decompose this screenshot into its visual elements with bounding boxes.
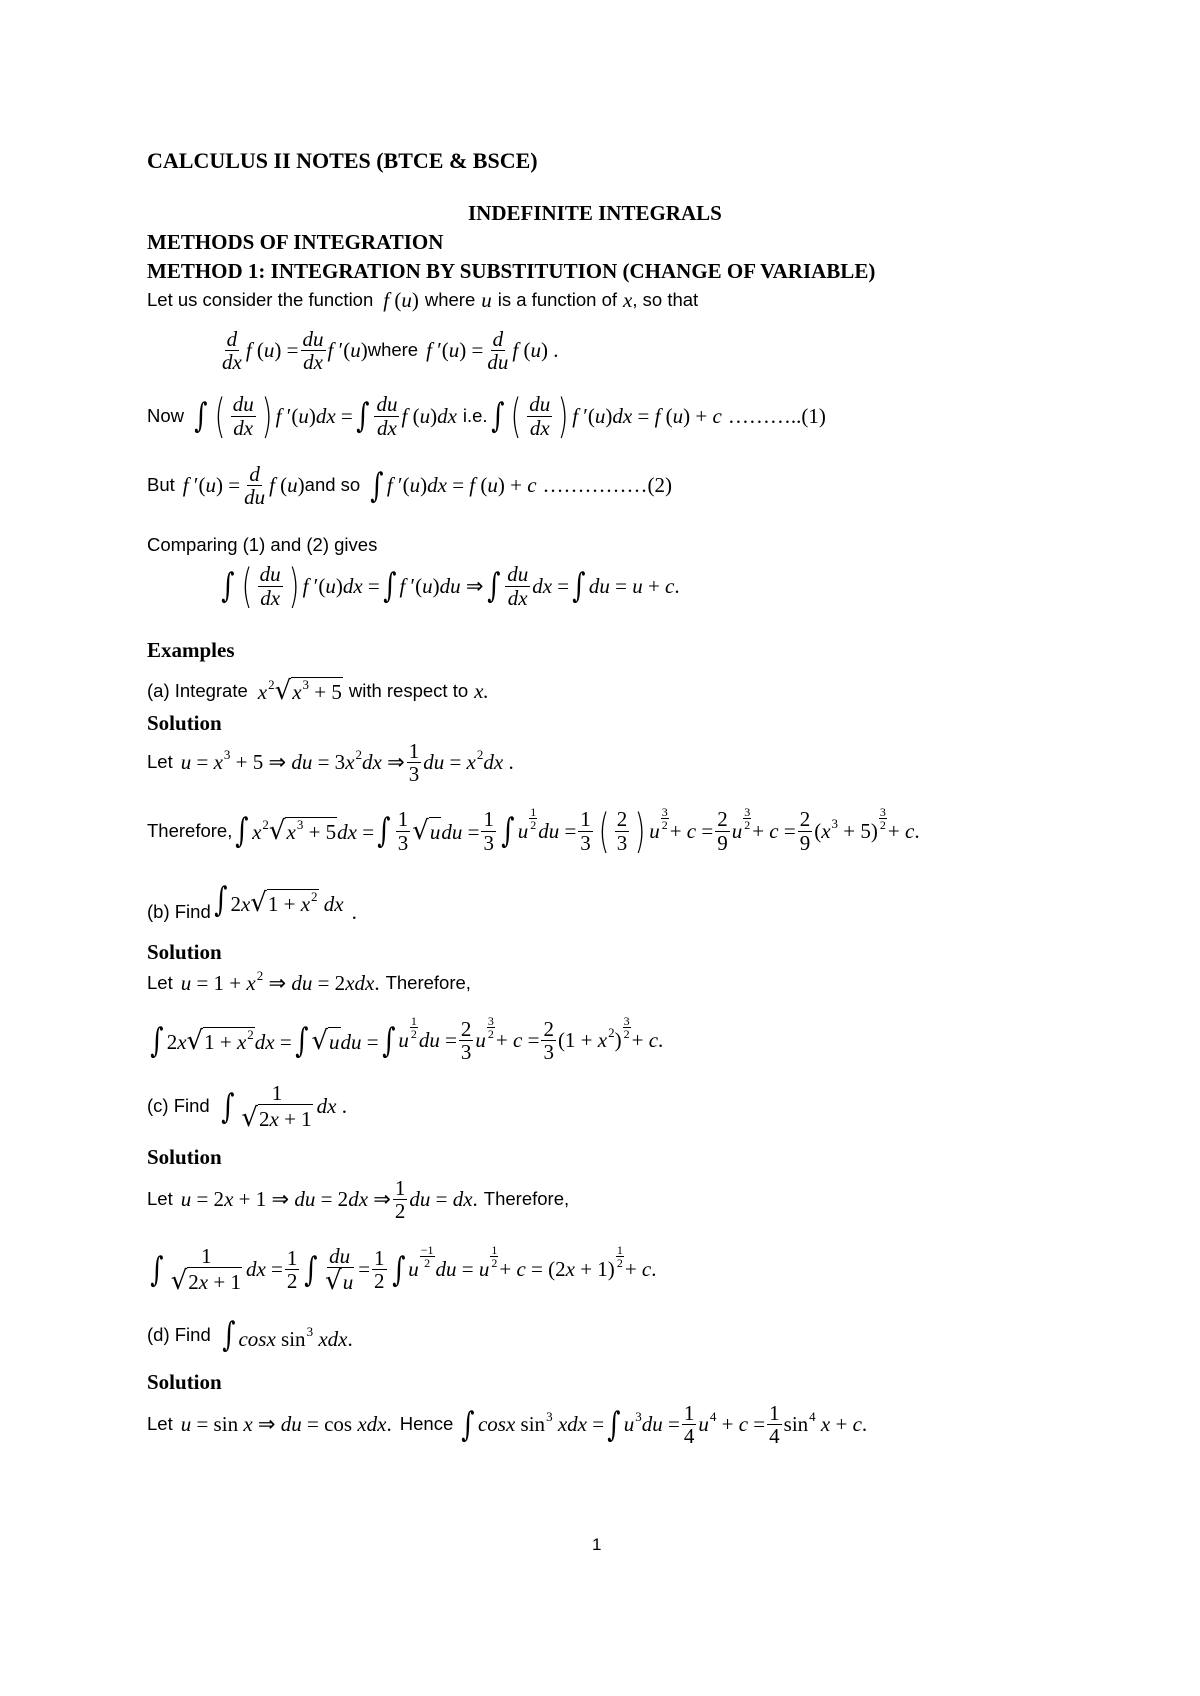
document-title: CALCULUS II NOTES (BTCE & BSCE) <box>147 148 538 173</box>
solution-a-therefore: Therefore, ∫ $x^2√x^3 + 5dx$ = ∫ $\frac{1}{3}$ √udu = $\frac{1}{3}$ ∫ u 1 2 du = $\frac{1}{3}$ ( $\frac{2}{3}$ ) u 3 2 + c = $\frac{2}{9}$ u 3 2 + c = $\frac{2}{9}$ $(x^3 + 5)$ 3 2 + c. <box>147 804 920 858</box>
intro-line: Let us consider the function f (u) where u is a function of x , so that <box>147 288 699 312</box>
solution-c-let: Let u = 2x + 1 ⇒ du = 2dx ⇒ $\frac{1}{2}$ du = dx. Therefore, <box>147 1176 570 1224</box>
heading-method-1: METHOD 1: INTEGRATION BY SUBSTITUTION (CHANGE OF VARIABLE) <box>147 259 876 283</box>
solution-b-heading: Solution <box>147 940 222 964</box>
page-number: 1 <box>592 1535 602 1554</box>
example-a: (a) Integrate $x^2√x^3 + 5$ with respect to x. <box>147 676 489 706</box>
solution-a-heading: Solution <box>147 711 222 735</box>
solution-b-equation: ∫ $2x√1 + x^2dx$ = ∫ √udu = ∫ u 1 2 du = $\frac{2}{3}$ u 3 2 + c = $\frac{2}{3}$ $(1 + x^2)$ 3 2 + c. <box>150 1014 664 1065</box>
heading-methods: METHODS OF INTEGRATION <box>147 230 444 254</box>
comparing-text: Comparing (1) and (2) gives <box>147 534 378 555</box>
example-d: (d) Find ∫ cosx $\sin^3$ xdx. <box>147 1315 353 1355</box>
equation-but: But f ′(u) = $\frac{d}{du}$ f (u) and so ∫ f ′(u)dx = f (u) + c ……………(2) <box>147 462 673 510</box>
solution-d-equation: Let u = sin x ⇒ du = cos xdx. Hence ∫ cosx $\sin^3$ xdx = ∫ $u^3du$ = $\frac{1}{4}$ $u^4 + c$ = $\frac{1}{4}$ $\sin^4 x + c$. <box>147 1401 868 1449</box>
solution-a-let: Let $u = x^3 + 5$ ⇒ du = $3x^2dx$ ⇒ $\frac{1}{3}$ du = $x^2dx$ . <box>147 739 514 787</box>
equation-now: Now ∫ ( $\frac{du}{dx}$ ) f ′(u)dx = ∫ $\frac{du}{dx}$ f (u)dx i.e. ∫ ( $\frac{du}{dx}$ ) f ′(u)dx = f (u) + c ………..(1) <box>147 389 826 443</box>
equation-comparing: ∫ ( $\frac{du}{dx}$ ) f ′(u)dx = ∫ f ′(u)du ⇒ ∫ $\frac{du}{dx}$ dx = ∫ du = u + c. <box>221 559 680 613</box>
solution-b-let: Let $u = 1 + x^2$ ⇒ du = 2xdx. Therefore, <box>147 968 471 995</box>
solution-c-equation: ∫ $\frac{1}{√2x + 1}$ dx = $\frac{1}{2}$ ∫ $\frac{du}{√u}$ = $\frac{1}{2}$ ∫ u −1 2 du = u 1 2 + c = (2x + 1) 1 2 + c. <box>150 1243 657 1297</box>
examples-heading: Examples <box>147 638 235 662</box>
solution-d-heading: Solution <box>147 1370 222 1394</box>
heading-indefinite-integrals: INDEFINITE INTEGRALS <box>468 201 722 225</box>
example-b: (b) Find ∫ $2x√1 + x^2$ dx . <box>147 880 357 924</box>
equation-chain-rule: $\frac{d}{dx}$ f (u) = $\frac{du}{dx}$ f ′(u) where f ′(u) = $\frac{d}{du}$ f (u) . <box>222 327 559 375</box>
example-c: (c) Find ∫ $\frac{1}{√2x + 1}$ dx . <box>147 1081 347 1134</box>
solution-c-heading: Solution <box>147 1145 222 1169</box>
